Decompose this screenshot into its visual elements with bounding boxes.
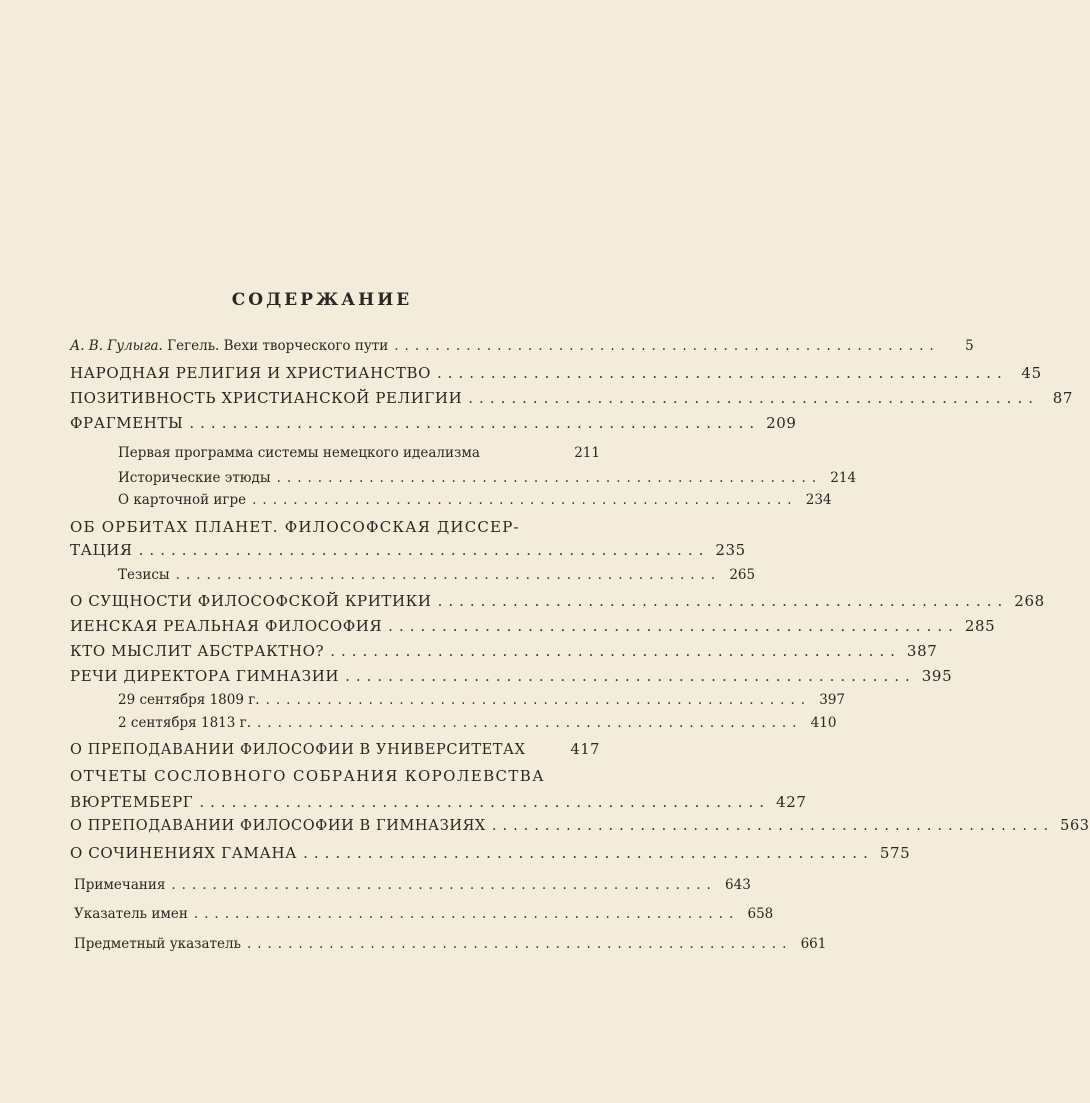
- toc-subentry[interactable]: [118, 567, 756, 583]
- toc-page-number: 395: [921, 667, 953, 685]
- toc-title: О ПРЕПОДАВАНИИ ФИЛОСОФИИ В ГИМНАЗИЯХ: [70, 818, 486, 834]
- toc-entry[interactable]: [70, 592, 1045, 610]
- toc-page-number: 209: [766, 414, 797, 432]
- toc-entry[interactable]: [74, 936, 827, 952]
- toc-title: 2 сентября 1813 г.: [118, 715, 252, 731]
- toc-title: ПОЗИТИВНОСТЬ ХРИСТИАНСКОЙ РЕЛИГИИ: [70, 389, 463, 407]
- toc-subentry[interactable]: [118, 470, 857, 486]
- leader-dots: .....................................................: [265, 692, 812, 708]
- toc-entry[interactable]: [70, 642, 938, 660]
- contents-heading: СОДЕРЖАНИЕ: [231, 290, 413, 310]
- leader-dots: .....................................................: [257, 715, 803, 731]
- leader-dots: .....................................................: [193, 906, 740, 922]
- toc-entry[interactable]: [70, 818, 1090, 834]
- toc-page-number: 427: [776, 793, 807, 811]
- toc-page-number: 661: [800, 936, 827, 952]
- toc-title: ФРАГМЕНТЫ: [70, 414, 184, 432]
- toc-title-line: ОБ ОРБИТАХ ПЛАНЕТ. ФИЛОСОФСКАЯ ДИССЕР-: [70, 518, 520, 536]
- toc-page-number: 268: [1014, 592, 1045, 610]
- toc-title: ВЮРТЕМБЕРГ: [70, 793, 194, 811]
- toc-title: ТАЦИЯ: [70, 541, 133, 559]
- toc-title: Тезисы: [118, 567, 170, 583]
- toc-author: А. В. Гулыга.: [70, 338, 163, 354]
- leader-dots: .....................................................: [437, 592, 1009, 610]
- toc-page-number: 410: [810, 715, 837, 731]
- leader-dots: .....................................................: [189, 414, 761, 432]
- toc-entry[interactable]: [70, 742, 600, 758]
- toc-page-number: 575: [879, 844, 911, 862]
- toc-title: О СУЩНОСТИ ФИЛОСОФСКОЙ КРИТИКИ: [70, 592, 432, 610]
- toc-entry[interactable]: [74, 906, 774, 922]
- leader-dots: .....................................................: [468, 389, 1039, 407]
- toc-title: ИЕНСКАЯ РЕАЛЬНАЯ ФИЛОСОФИЯ: [70, 617, 383, 635]
- toc-entry[interactable]: [74, 877, 751, 893]
- toc-page-number: 285: [964, 617, 996, 635]
- leader-dots: .....................................................: [175, 567, 722, 583]
- toc-entry[interactable]: [70, 617, 996, 635]
- leader-dots: .....................................................: [491, 818, 1055, 834]
- toc-title: Предметный указатель: [74, 936, 241, 952]
- toc-entry[interactable]: [70, 364, 1042, 382]
- toc-page-number: 643: [725, 877, 751, 893]
- toc-entry[interactable]: [70, 793, 807, 811]
- toc-title: Указатель имен: [74, 906, 188, 922]
- toc-title: Гегель. Вехи творческого пути: [167, 338, 389, 354]
- toc-page-number: 235: [715, 541, 746, 559]
- toc-page-number: 214: [830, 470, 857, 486]
- toc-title: О СОЧИНЕНИЯХ ГАМАНА: [70, 844, 298, 862]
- toc-page-number: 234: [805, 492, 832, 508]
- toc-title: Исторические этюды: [118, 470, 271, 486]
- leader-dots: .....................................................: [171, 877, 717, 893]
- leader-dots: .....................................................: [437, 364, 1008, 382]
- toc-entry[interactable]: [70, 667, 953, 685]
- toc-entry[interactable]: [70, 389, 1073, 407]
- toc-subentry[interactable]: [118, 692, 846, 708]
- toc-page-number: 658: [747, 906, 774, 922]
- toc-title: 29 сентября 1809 г.: [118, 692, 260, 708]
- toc-subentry[interactable]: [118, 492, 832, 508]
- leader-dots: .....................................................: [199, 793, 771, 811]
- toc-title: О ПРЕПОДАВАНИИ ФИЛОСОФИИ В УНИВЕРСИТЕТАХ: [70, 742, 526, 758]
- leader-dots: .....................................................: [276, 470, 823, 486]
- toc-subentry[interactable]: [118, 715, 837, 731]
- toc-subentry[interactable]: [118, 445, 600, 461]
- toc-entry[interactable]: [70, 541, 746, 559]
- leader-dots: .....................................................: [138, 541, 710, 559]
- toc-title: НАРОДНАЯ РЕЛИГИЯ И ХРИСТИАНСТВО: [70, 364, 431, 382]
- toc-title: Примечания: [74, 877, 166, 893]
- toc-entry[interactable]: [70, 338, 974, 354]
- toc-page-number: 417: [570, 742, 600, 758]
- toc-entry[interactable]: [70, 844, 911, 862]
- toc-title: О карточной игре: [118, 492, 247, 508]
- toc-title: РЕЧИ ДИРЕКТОРА ГИМНАЗИИ: [70, 667, 340, 685]
- toc-title: КТО МЫСЛИТ АБСТРАКТНО?: [70, 642, 325, 660]
- toc-page-number: 87: [1052, 389, 1073, 407]
- toc-page-number: 397: [819, 692, 846, 708]
- toc-page-number: 211: [574, 445, 600, 461]
- toc-page-number: 387: [906, 642, 938, 660]
- leader-dots: .....................................................: [345, 667, 916, 685]
- toc-page-number: 5: [965, 338, 974, 354]
- leader-dots: .....................................................: [246, 936, 793, 952]
- leader-dots: .....................................................: [303, 844, 874, 862]
- toc-page-number: 45: [1021, 364, 1042, 382]
- toc-title-line: ОТЧЕТЫ СОСЛОВНОГО СОБРАНИЯ КОРОЛЕВСТВА: [70, 767, 545, 785]
- toc-entry[interactable]: [70, 414, 797, 432]
- leader-dots: .....................................................: [252, 492, 798, 508]
- leader-dots: .....................................................: [394, 338, 940, 354]
- leader-dots: .....................................................: [330, 642, 901, 660]
- toc-page-number: 265: [729, 567, 756, 583]
- toc-page-number: 563: [1060, 818, 1090, 834]
- leader-dots: .....................................................: [388, 617, 959, 635]
- toc-title: Первая программа системы немецкого идеализма: [118, 445, 480, 461]
